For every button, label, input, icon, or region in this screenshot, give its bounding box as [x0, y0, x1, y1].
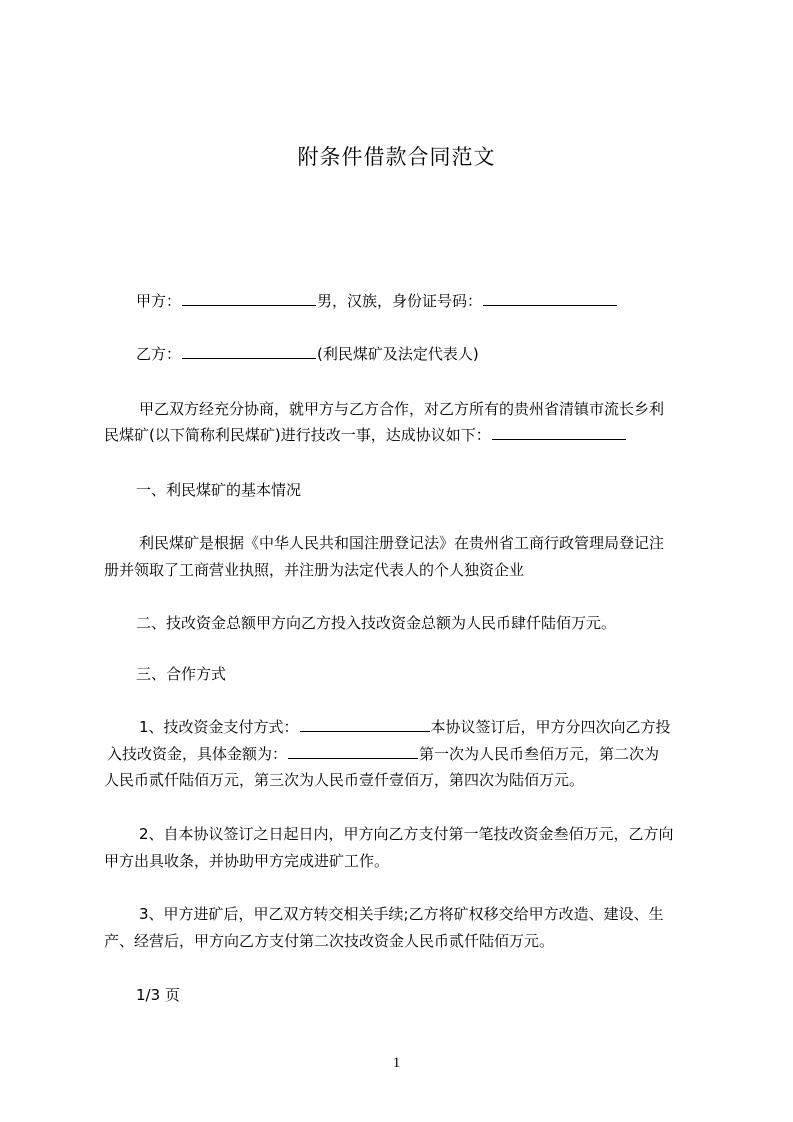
section-1-heading: 一、利民煤矿的基本情况 — [136, 481, 302, 499]
section-3-item-1-line-2 — [107, 740, 707, 768]
amount-blank[interactable] — [288, 743, 418, 759]
party-a-middle: 男，汉族，身份证号码： — [317, 292, 483, 310]
party-a-label: 甲方： — [136, 292, 182, 310]
section-3-item-1-line-1 — [139, 713, 739, 741]
party-a-line — [136, 287, 736, 315]
intro-line-2-text: 民煤矿(以下简称利民煤矿)进行技改一事，达成协议如下： — [104, 426, 491, 444]
page-indicator: 1/3 页 — [136, 986, 180, 1004]
page-number: 1 — [392, 1055, 401, 1071]
intro-blank[interactable] — [492, 424, 626, 440]
item-1-line-2-prefix: 入技改资金，具体金额为： — [107, 745, 288, 763]
payment-method-blank[interactable] — [300, 716, 430, 732]
party-b-name-blank[interactable] — [182, 343, 316, 359]
item-1-line-1-suffix: 本协议签订后，甲方分四次向乙方投 — [430, 718, 671, 736]
party-a-name-blank[interactable] — [182, 290, 316, 306]
section-3-item-2-line-1: 2、自本协议签订之日起日内，甲方向乙方支付第一笔技改资金叁佰万元，乙方向 — [139, 825, 674, 843]
party-a-id-blank[interactable] — [483, 290, 617, 306]
party-b-line — [136, 340, 736, 368]
section-3-item-3-line-1: 3、甲方进矿后，甲乙双方转交相关手续;乙方将矿权移交给甲方改造、建设、生 — [139, 905, 664, 923]
section-1-line-2: 册并领取了工商营业执照，并注册为法定代表人的个人独资企业 — [104, 561, 525, 579]
section-3-heading: 三、合作方式 — [136, 665, 227, 683]
section-2-text: 二、技改资金总额甲方向乙方投入技改资金总额为人民币肆仟陆佰万元。 — [136, 614, 617, 632]
section-3-item-2-line-2: 甲方出具收条，并协助甲方完成进矿工作。 — [104, 852, 390, 870]
party-b-suffix: (利民煤矿及法定代表人) — [317, 345, 479, 363]
intro-line-2 — [104, 421, 704, 449]
item-1-line-2-suffix: 第一次为人民币叁佰万元，第二次为 — [419, 745, 660, 763]
intro-line-1: 甲乙双方经充分协商，就甲方与乙方合作，对乙方所有的贵州省清镇市流长乡利 — [139, 400, 665, 418]
item-1-prefix: 1、技改资金支付方式： — [139, 718, 299, 736]
section-1-line-1: 利民煤矿是根据《中华人民共和国注册登记法》在贵州省工商行政管理局登记注 — [139, 534, 665, 552]
document-title: 附条件借款合同范文 — [297, 145, 496, 169]
section-3-item-1-line-3: 人民币贰仟陆佰万元，第三次为人民币壹仟壹佰万，第四次为陆佰万元。 — [104, 771, 585, 789]
section-3-item-3-line-2: 产、经营后，甲方向乙方支付第二次技改资金人民币贰仟陆佰万元。 — [104, 932, 555, 950]
party-b-label: 乙方： — [136, 345, 182, 363]
